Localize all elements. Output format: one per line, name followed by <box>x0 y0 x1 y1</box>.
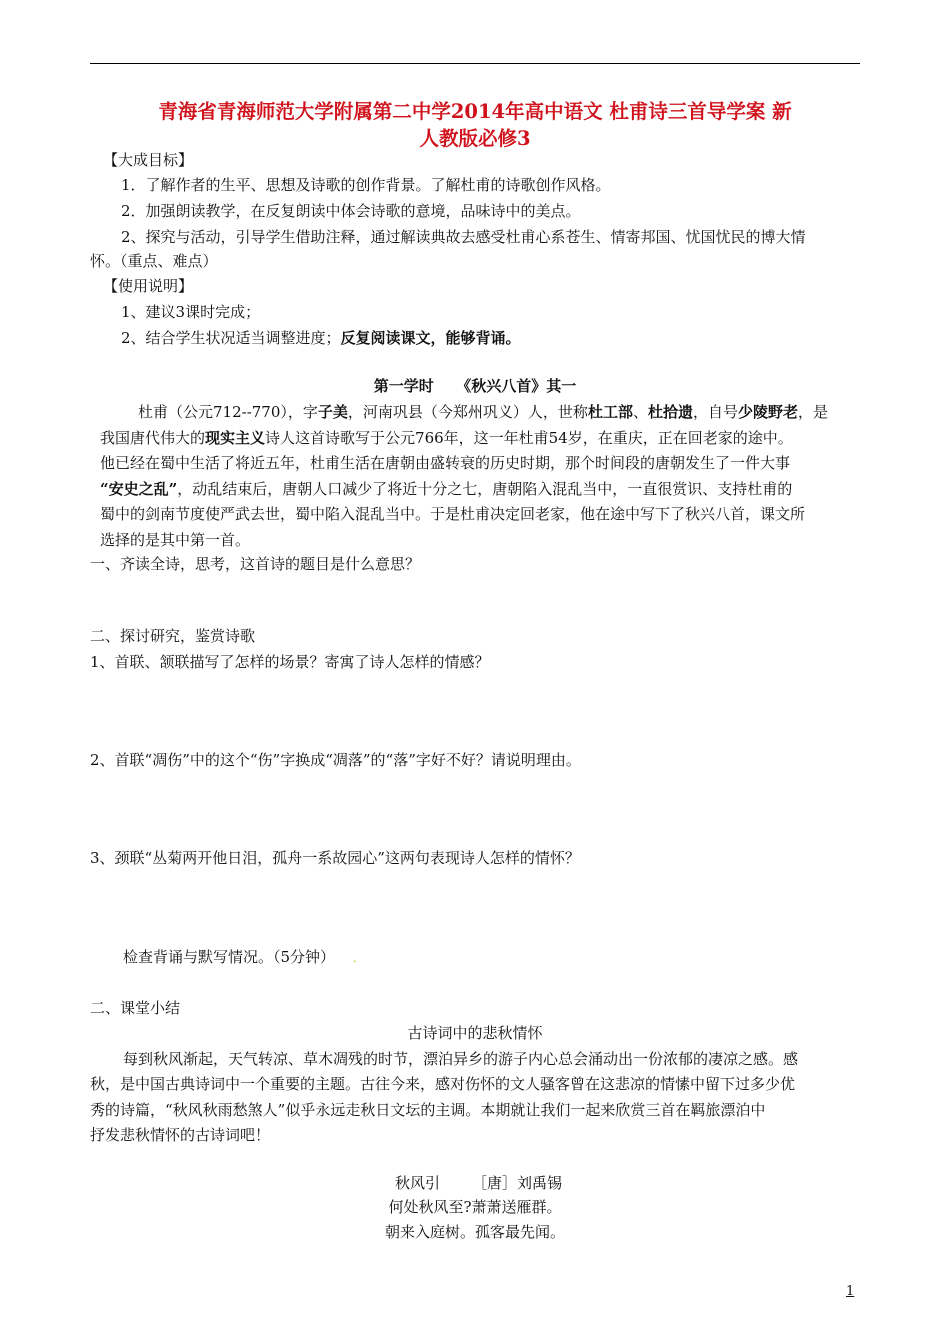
summary-heading: 二、课堂小结 <box>90 999 181 1017</box>
intro-line-6: 选择的是其中第一首。 <box>100 531 251 549</box>
recitation-check: 检查背诵与默写情况。（5分钟） . <box>123 948 357 966</box>
header-rule <box>90 63 860 64</box>
question-section-2: 二、探讨研究，鉴赏诗歌 <box>90 627 256 645</box>
usage-heading: 【使用说明】 <box>103 277 194 295</box>
summary-line-4: 抒发悲秋情怀的古诗词吧！ <box>90 1126 271 1144</box>
intro-line-4: “安史之乱”，动乱结束后，唐朝人口减少了将近十分之七，唐朝陷入混乱当中，一直很赏识、支持杜甫的 <box>100 480 793 498</box>
intro-line-1: 杜甫（公元712--770），字子美，河南巩县（今郑州巩义）人，世称杜工部、杜拾遗，自号少陵野老，是 <box>138 403 829 421</box>
question-1: 1、首联、颔联描写了怎样的场景？寄寓了诗人怎样的情感？ <box>90 653 490 671</box>
lesson-heading: 第一学时 《秋兴八首》其一 <box>373 377 577 395</box>
document-title <box>90 98 860 152</box>
page-number: 1 <box>846 1284 855 1299</box>
goal-item-1: 1．了解作者的生平、思想及诗歌的创作背景。了解杜甫的诗歌创作风格。 <box>121 176 611 194</box>
poem-title-line: 秋风引 ［唐］刘禹锡 <box>395 1174 563 1192</box>
poem-line-1: 何处秋风至?萧萧送雁群。 <box>388 1198 562 1216</box>
goals-heading: 【大成目标】 <box>103 151 194 169</box>
intro-line-3: 他已经在蜀中生活了将近五年，杜甫生活在唐朝由盛转衰的历史时期，那个时间段的唐朝发生了一件大事 <box>100 454 791 472</box>
summary-subtitle: 古诗词中的悲秋情怀 <box>407 1024 543 1042</box>
goal-item-3-cont: 怀。（重点、难点） <box>90 252 218 270</box>
usage-item-1: 1、建议3课时完成； <box>121 303 261 321</box>
summary-line-1: 每到秋风渐起，天气转凉、草木凋残的时节，漂泊异乡的游子内心总会涌动出一份浓郁的凄凉之感。感 <box>123 1050 799 1068</box>
title-line-1: 青海省青海师范大学附属第二中学2014年高中语文 杜甫诗三首导学案 新 <box>158 100 792 123</box>
intro-line-5: 蜀中的剑南节度使严武去世，蜀中陷入混乱当中。于是杜甫决定回老家，他在途中写下了秋兴八首，课文所 <box>100 505 806 523</box>
usage-item-2: 2、结合学生状况适当调整进度；反复阅读课文，能够背诵。 <box>121 329 521 347</box>
question-2: 2、首联“凋伤”中的这个“伤”字换成“凋落”的“落”字好不好？请说明理由。 <box>90 751 581 769</box>
poem-line-2: 朝来入庭树。孤客最先闻。 <box>384 1223 565 1241</box>
summary-line-2: 秋，是中国古典诗词中一个重要的主题。古往今来，感对伤怀的文人骚客曾在这悲凉的情愫中留下过多少优 <box>90 1075 796 1093</box>
goal-item-3: 2、探究与活动，引导学生借助注释，通过解读典故去感受杜甫心系苍生、情寄邦国、忧国忧民的博大情 <box>121 228 806 246</box>
question-section-1: 一、齐读全诗，思考，这首诗的题目是什么意思？ <box>90 555 421 573</box>
goal-item-2: 2．加强朗读教学，在反复朗读中体会诗歌的意境，品味诗中的美点。 <box>121 202 581 220</box>
question-3: 3、颈联“丛菊两开他日泪，孤舟一系故园心”这两句表现诗人怎样的情怀？ <box>90 849 580 867</box>
title-line-2: 人教版必修3 <box>419 127 531 150</box>
intro-line-2: 我国唐代伟大的现实主义诗人这首诗歌写于公元766年，这一年杜甫54岁，在重庆，正在回老家的途中。 <box>100 429 793 447</box>
summary-line-3: 秀的诗篇，“秋风秋雨愁煞人”似乎永远走秋日文坛的主调。本期就让我们一起来欣赏三首在羁旅漂泊中 <box>90 1101 766 1119</box>
